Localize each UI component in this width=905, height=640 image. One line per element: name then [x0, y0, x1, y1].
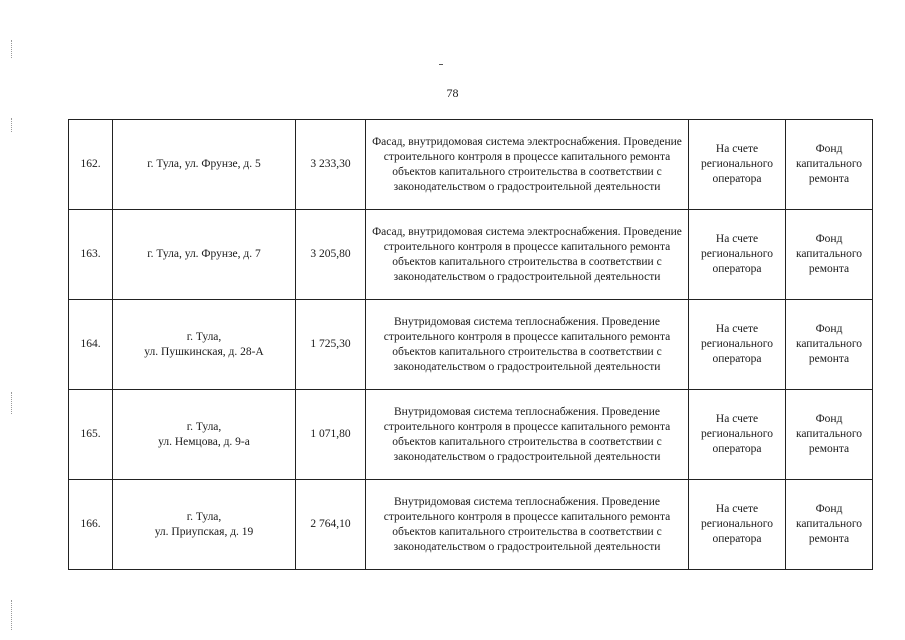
scan-mark [439, 64, 443, 65]
address-line: г. Тула, [186, 510, 222, 523]
funding-source-cell: Фонд капитального ремонта [786, 480, 873, 570]
work-description-cell: Фасад, внутридомовая система электроснабжения. Проведение строительного контроля в процессе капитального ремонта объектов капитального строительства в соответствии с законодательством о градостроительной деятельности [366, 210, 689, 300]
address-cell [113, 300, 296, 390]
table-row [69, 390, 873, 480]
repair-schedule-table [68, 119, 873, 570]
work-description-cell: Внутридомовая система теплоснабжения. Проведение строительного контроля в процессе капитального ремонта объектов капитального строительства в соответствии с законодательством о градостроительной деятельности [366, 480, 689, 570]
table-row [69, 120, 873, 210]
area-cell: 2 764,10 [296, 480, 366, 570]
account-cell: На счете регионального оператора [689, 120, 786, 210]
page-number: 78 [446, 86, 459, 100]
area-cell: 1 071,80 [296, 390, 366, 480]
row-number: 163. [69, 210, 113, 300]
address-line: ул. Пушкинская, д. 28-А [144, 345, 264, 358]
address-line: г. Тула, ул. Фрунзе, д. 7 [147, 248, 261, 260]
address-line: г. Тула, [186, 330, 222, 343]
address-cell [113, 480, 296, 570]
area-cell: 3 205,80 [296, 210, 366, 300]
table-row [69, 210, 873, 300]
row-number: 166. [69, 480, 113, 570]
address-line: г. Тула, ул. Фрунзе, д. 5 [147, 158, 261, 170]
account-cell: На счете регионального оператора [689, 210, 786, 300]
address-line: ул. Немцова, д. 9-а [158, 435, 250, 448]
row-number: 162. [69, 120, 113, 210]
work-description-cell: Внутридомовая система теплоснабжения. Проведение строительного контроля в процессе капитального ремонта объектов капитального строительства в соответствии с законодательством о градостроительной деятельности [366, 390, 689, 480]
account-cell: На счете регионального оператора [689, 390, 786, 480]
funding-source-cell: Фонд капитального ремонта [786, 120, 873, 210]
address-line: г. Тула, [186, 420, 222, 433]
row-number: 164. [69, 300, 113, 390]
table-row [69, 480, 873, 570]
address-cell [113, 390, 296, 480]
table-row [69, 300, 873, 390]
area-cell: 1 725,30 [296, 300, 366, 390]
row-number: 165. [69, 390, 113, 480]
account-cell: На счете регионального оператора [689, 480, 786, 570]
address-line: ул. Приупская, д. 19 [154, 525, 254, 538]
funding-source-cell: Фонд капитального ремонта [786, 390, 873, 480]
address-cell [113, 210, 296, 300]
work-description-cell: Внутридомовая система теплоснабжения. Проведение строительного контроля в процессе капитального ремонта объектов капитального строительства в соответствии с законодательством о градостроительной деятельности [366, 300, 689, 390]
work-description-cell: Фасад, внутридомовая система электроснабжения. Проведение строительного контроля в процессе капитального ремонта объектов капитального строительства в соответствии с законодательством о градостроительной деятельности [366, 120, 689, 210]
address-cell [113, 120, 296, 210]
margin-mark [11, 392, 13, 414]
area-cell: 3 233,30 [296, 120, 366, 210]
funding-source-cell: Фонд капитального ремонта [786, 300, 873, 390]
margin-mark [11, 600, 13, 630]
account-cell: На счете регионального оператора [689, 300, 786, 390]
funding-source-cell: Фонд капитального ремонта [786, 210, 873, 300]
margin-mark [11, 40, 13, 58]
margin-mark [11, 118, 13, 132]
